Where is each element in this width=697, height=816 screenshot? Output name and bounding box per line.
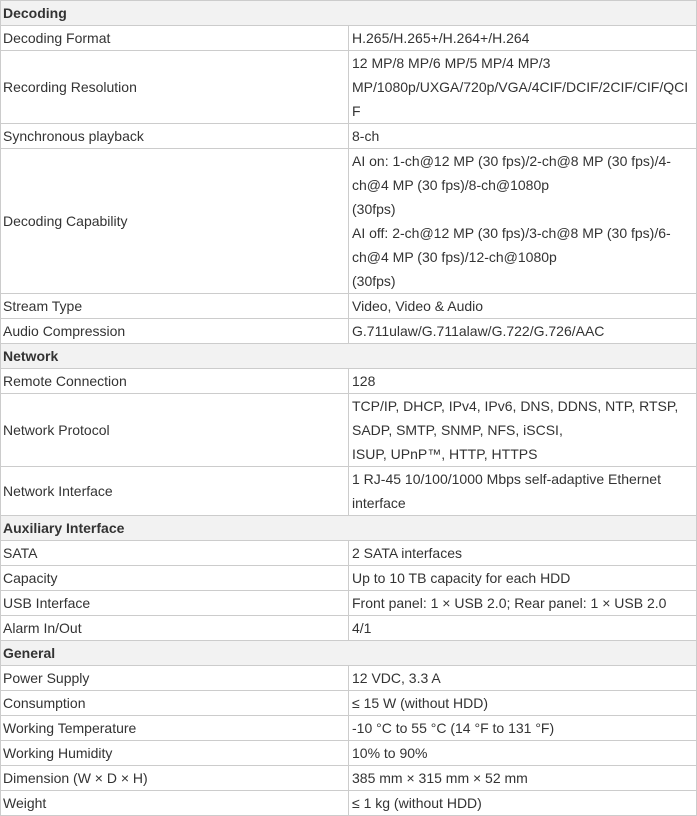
spec-value-line: 2 SATA interfaces <box>352 545 462 561</box>
spec-value-line: ≤ 1 kg (without HDD) <box>352 795 482 811</box>
spec-value-line: MP/1080p/UXGA/720p/VGA/4CIF/DCIF/2CIF/CIF/QCIF <box>352 79 689 119</box>
spec-value <box>349 369 697 394</box>
spec-value-line: ISUP, UPnP™, HTTP, HTTPS <box>352 446 538 462</box>
spec-row <box>1 124 697 149</box>
spec-row <box>1 566 697 591</box>
spec-value <box>349 591 697 616</box>
spec-value-line: 128 <box>352 373 376 389</box>
spec-value-line: 12 MP/8 MP/6 MP/5 MP/4 MP/3 <box>352 55 551 71</box>
spec-value <box>349 319 697 344</box>
spec-label: Consumption <box>1 691 349 716</box>
spec-value <box>349 766 697 791</box>
spec-value-line: (30fps) <box>352 273 396 289</box>
spec-label: Dimension (W × D × H) <box>1 766 349 791</box>
spec-row <box>1 369 697 394</box>
spec-label: Decoding Format <box>1 26 349 51</box>
spec-row <box>1 541 697 566</box>
section-header-row <box>1 641 697 666</box>
spec-value <box>349 149 697 294</box>
spec-row <box>1 294 697 319</box>
spec-row <box>1 616 697 641</box>
spec-value-line: Front panel: 1 × USB 2.0; Rear panel: 1 × USB 2.0 <box>352 595 667 611</box>
spec-value-line: 12 VDC, 3.3 A <box>352 670 441 686</box>
spec-value <box>349 124 697 149</box>
spec-label: Recording Resolution <box>1 51 349 124</box>
spec-value <box>349 294 697 319</box>
spec-label: Network Interface <box>1 467 349 516</box>
section-title: Network <box>1 344 697 369</box>
spec-value-line: -10 °C to 55 °C (14 °F to 131 °F) <box>352 720 555 736</box>
spec-row <box>1 766 697 791</box>
spec-value <box>349 716 697 741</box>
spec-row <box>1 149 697 294</box>
spec-value <box>349 741 697 766</box>
spec-value <box>349 394 697 467</box>
spec-label: Working Temperature <box>1 716 349 741</box>
spec-table-body <box>1 1 697 816</box>
spec-row <box>1 666 697 691</box>
spec-label: Power Supply <box>1 666 349 691</box>
spec-value-line: Video, Video & Audio <box>352 298 484 314</box>
spec-label: Stream Type <box>1 294 349 319</box>
spec-label: Working Humidity <box>1 741 349 766</box>
spec-value-line: ≤ 15 W (without HDD) <box>352 695 489 711</box>
spec-row <box>1 467 697 516</box>
spec-value <box>349 616 697 641</box>
spec-label: Capacity <box>1 566 349 591</box>
spec-value <box>349 51 697 124</box>
spec-row <box>1 791 697 816</box>
spec-value-line: 1 RJ-45 10/100/1000 Mbps self-adaptive Ethernet interface <box>352 471 661 511</box>
spec-value-line: 10% to 90% <box>352 745 428 761</box>
spec-value <box>349 26 697 51</box>
spec-row <box>1 319 697 344</box>
spec-label: Decoding Capability <box>1 149 349 294</box>
spec-value-line: TCP/IP, DHCP, IPv4, IPv6, DNS, DDNS, NTP, RTSP, SADP, SMTP, SNMP, NFS, iSCSI, <box>352 398 679 438</box>
spec-value <box>349 791 697 816</box>
spec-value <box>349 541 697 566</box>
spec-label: Remote Connection <box>1 369 349 394</box>
spec-value-line: AI off: 2-ch@12 MP (30 fps)/3-ch@8 MP (30 fps)/6-ch@4 MP (30 fps)/12-ch@1080p <box>352 225 671 265</box>
spec-row <box>1 26 697 51</box>
spec-value <box>349 566 697 591</box>
section-header-row <box>1 516 697 541</box>
spec-label: Audio Compression <box>1 319 349 344</box>
spec-label: Network Protocol <box>1 394 349 467</box>
spec-label: SATA <box>1 541 349 566</box>
spec-value <box>349 666 697 691</box>
spec-label: Alarm In/Out <box>1 616 349 641</box>
spec-row <box>1 716 697 741</box>
section-title: General <box>1 641 697 666</box>
section-header-row <box>1 344 697 369</box>
spec-label: Synchronous playback <box>1 124 349 149</box>
section-title: Decoding <box>1 1 697 26</box>
spec-value-line: G.711ulaw/G.711alaw/G.722/G.726/AAC <box>352 323 605 339</box>
spec-value-line: (30fps) <box>352 201 396 217</box>
spec-label: Weight <box>1 791 349 816</box>
spec-value <box>349 467 697 516</box>
spec-row <box>1 51 697 124</box>
spec-row <box>1 394 697 467</box>
spec-value-line: Up to 10 TB capacity for each HDD <box>352 570 571 586</box>
spec-value-line: 385 mm × 315 mm × 52 mm <box>352 770 528 786</box>
spec-value-line: AI on: 1-ch@12 MP (30 fps)/2-ch@8 MP (30 fps)/4-ch@4 MP (30 fps)/8-ch@1080p <box>352 153 671 193</box>
section-title: Auxiliary Interface <box>1 516 697 541</box>
spec-value <box>349 691 697 716</box>
spec-row <box>1 741 697 766</box>
section-header-row <box>1 1 697 26</box>
spec-value-line: 4/1 <box>352 620 372 636</box>
spec-row <box>1 591 697 616</box>
spec-row <box>1 691 697 716</box>
spec-value-line: 8-ch <box>352 128 380 144</box>
spec-label: USB Interface <box>1 591 349 616</box>
spec-value-line: H.265/H.265+/H.264+/H.264 <box>352 30 530 46</box>
